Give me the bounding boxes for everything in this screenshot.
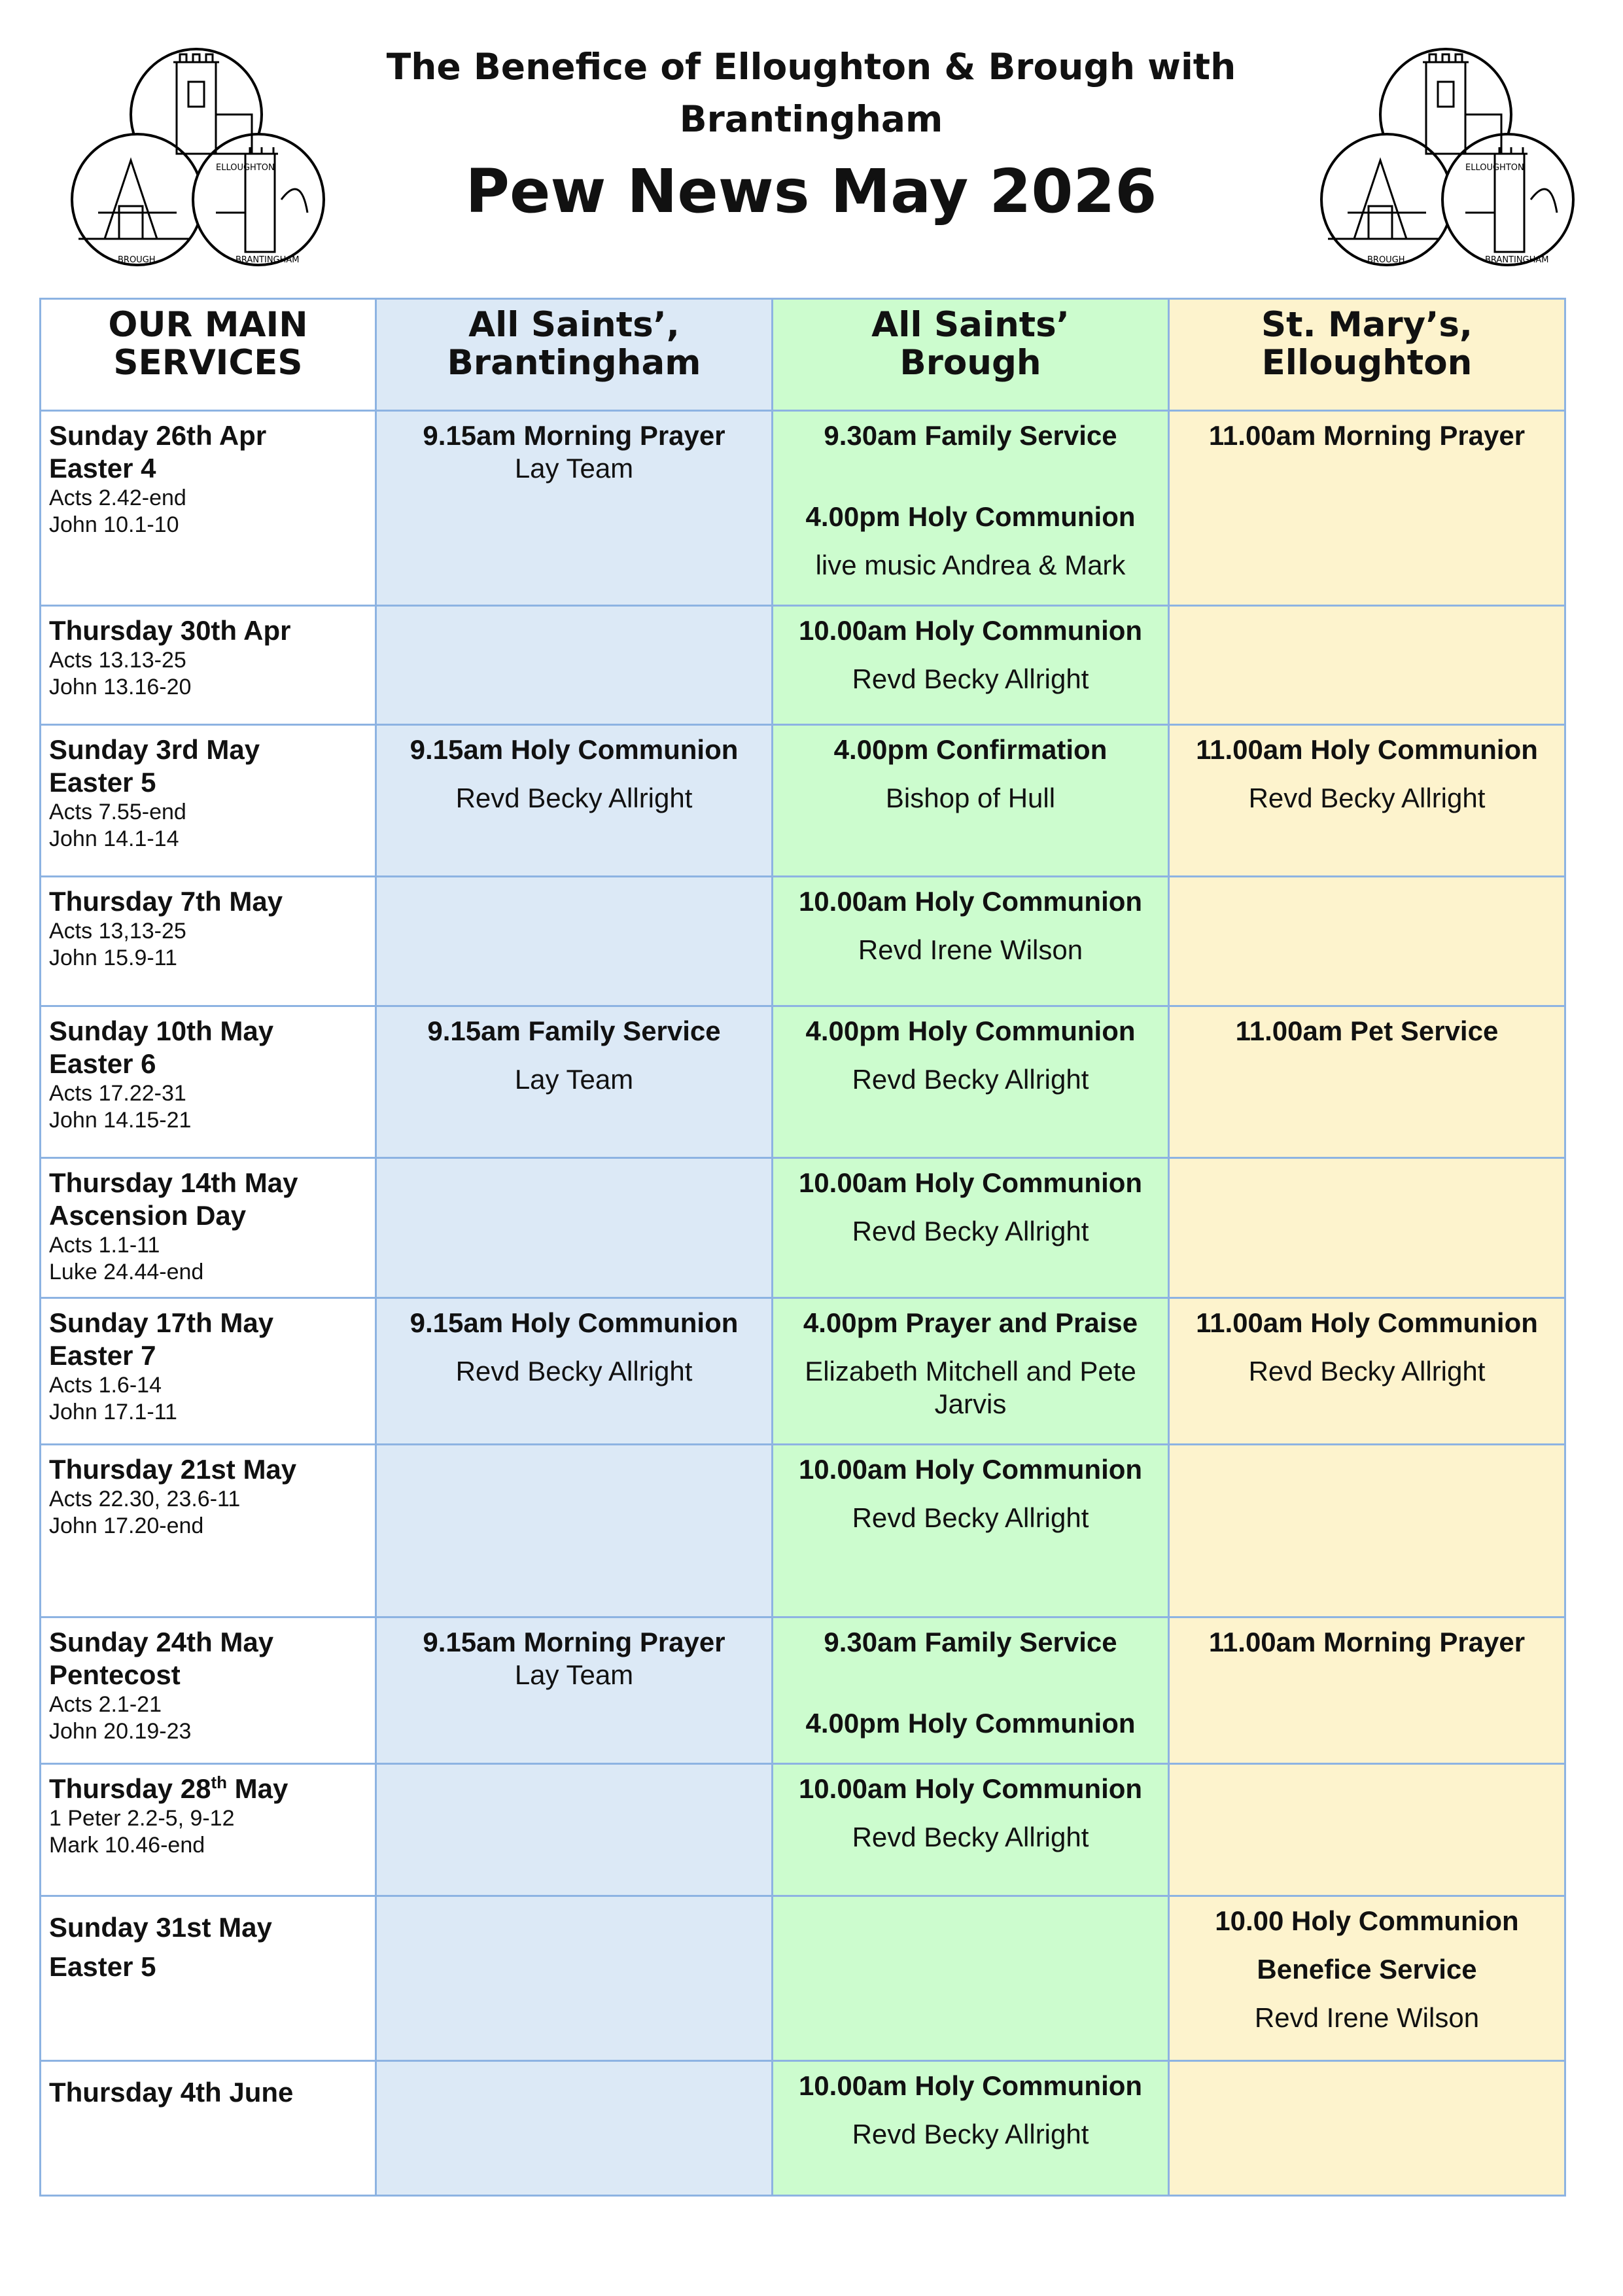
service-leader: Revd Becky Allright (1248, 783, 1486, 813)
col-header-brantingham: All Saints’, Brantingham (376, 299, 773, 411)
logo-label-brantingham: BRANTINGHAM (1485, 255, 1549, 265)
brough-cell (773, 877, 1169, 1006)
elloughton-cell (1169, 606, 1565, 725)
service-time: 10.00am Holy Communion (798, 1454, 1143, 1485)
reading: Luke 24.44-end (49, 1260, 204, 1284)
reading: John 14.1-14 (49, 826, 179, 851)
elloughton-cell (1169, 2061, 1565, 2196)
brantingham-cell (376, 1298, 773, 1445)
reading: Acts 13.13-25 (49, 648, 186, 673)
service-leader: Lay Team (514, 1064, 634, 1095)
service-leader: Lay Team (514, 1659, 634, 1690)
brantingham-cell (376, 725, 773, 877)
table-row (41, 1158, 1565, 1298)
reading: Acts 1.6-14 (49, 1373, 162, 1398)
reading: 1 Peter 2.2-5, 9-12 (49, 1806, 235, 1831)
service-occasion: Easter 4 (49, 453, 156, 484)
service-leader: Revd Irene Wilson (858, 934, 1083, 965)
brough-cell (773, 1158, 1169, 1298)
elloughton-cell (1169, 725, 1565, 877)
reading: Acts 22.30, 23.6-11 (49, 1487, 241, 1511)
elloughton-cell (1169, 1764, 1565, 1896)
brantingham-cell (376, 877, 773, 1006)
reading: John 13.16-20 (49, 675, 192, 699)
reading: John 10.1-10 (49, 512, 179, 537)
service-occasion: Easter 7 (49, 1340, 156, 1371)
service-day: Thursday 7th May (49, 886, 283, 917)
service-day: Thursday 28th May (49, 1773, 288, 1804)
brough-cell (773, 606, 1169, 725)
service-day: Sunday 31st May (49, 1912, 272, 1943)
service-occasion: Ascension Day (49, 1200, 247, 1231)
table-row (41, 1764, 1565, 1896)
reading: Acts 7.55-end (49, 800, 186, 824)
brough-cell (773, 2061, 1169, 2196)
brantingham-cell (376, 1896, 773, 2061)
benefice-title-line1: The Benefice of Elloughton & Brough with (386, 46, 1236, 88)
service-leader: Revd Irene Wilson (1254, 2002, 1480, 2033)
date-cell (41, 1617, 376, 1764)
church-logo-right (1315, 43, 1577, 272)
logo-label-elloughton: ELLOUGHTON (216, 163, 275, 173)
newsletter-title: Pew News May 2026 (465, 156, 1157, 226)
date-cell (41, 2061, 376, 2196)
logo-label-brantingham: BRANTINGHAM (236, 255, 300, 265)
service-subtitle: Benefice Service (1257, 1954, 1477, 1985)
elloughton-cell (1169, 1298, 1565, 1445)
service-leader: Revd Becky Allright (852, 663, 1089, 694)
service-day: Sunday 17th May (49, 1307, 274, 1338)
service-time: 11.00am Holy Communion (1196, 734, 1538, 765)
reading: John 20.19-23 (49, 1719, 192, 1744)
elloughton-cell (1169, 1617, 1565, 1764)
brough-cell (773, 1617, 1169, 1764)
table-row (41, 411, 1565, 606)
table-row (41, 877, 1565, 1006)
service-time: 10.00am Holy Communion (798, 615, 1143, 646)
service-time: 4.00pm Holy Communion (805, 1016, 1136, 1046)
brantingham-cell (376, 1764, 773, 1896)
service-leader: Bishop of Hull (885, 783, 1056, 813)
service-leader: Revd Becky Allright (852, 1822, 1089, 1852)
logo-label-brough: BROUGH (1367, 255, 1405, 265)
brough-cell (773, 1006, 1169, 1158)
reading: Acts 17.22-31 (49, 1081, 186, 1106)
table-row (41, 1617, 1565, 1764)
brantingham-cell (376, 411, 773, 606)
service-leader: Revd Becky Allright (1248, 1356, 1486, 1386)
service-day: Thursday 4th June (49, 2077, 294, 2108)
brantingham-cell (376, 1445, 773, 1617)
service-day: Sunday 26th Apr (49, 420, 267, 451)
service-time: 4.00pm Confirmation (833, 734, 1108, 765)
service-leader: Revd Becky Allright (455, 783, 693, 813)
reading: Acts 13,13-25 (49, 919, 186, 944)
reading: John 14.15-21 (49, 1108, 192, 1133)
brough-cell (773, 1896, 1169, 2061)
service-time: 4.00pm Holy Communion (805, 501, 1136, 532)
date-cell (41, 1006, 376, 1158)
service-leader: Lay Team (514, 453, 634, 484)
service-time: 11.00am Pet Service (1235, 1016, 1499, 1046)
benefice-title (366, 41, 1256, 145)
reading: Acts 2.42-end (49, 486, 186, 510)
brough-cell (773, 1445, 1169, 1617)
service-note: live music Andrea & Mark (815, 550, 1126, 580)
service-leader: Revd Becky Allright (455, 1356, 693, 1386)
service-day: Thursday 30th Apr (49, 615, 291, 646)
service-time: 11.00am Morning Prayer (1208, 420, 1526, 451)
reading: John 17.20-end (49, 1513, 204, 1538)
table-row (41, 606, 1565, 725)
brough-cell (773, 1298, 1169, 1445)
reading: John 17.1-11 (49, 1400, 177, 1424)
service-occasion: Easter 5 (49, 767, 156, 798)
service-time: 9.15am Family Service (427, 1016, 721, 1046)
service-day: Sunday 3rd May (49, 734, 260, 765)
date-cell (41, 1896, 376, 2061)
service-occasion: Pentecost (49, 1659, 181, 1690)
table-row (41, 1445, 1565, 1617)
service-time: 9.30am Family Service (824, 420, 1117, 451)
elloughton-cell (1169, 1445, 1565, 1617)
service-time: 4.00pm Holy Communion (805, 1708, 1136, 1739)
service-day: Thursday 21st May (49, 1454, 297, 1485)
service-leader: Revd Becky Allright (852, 2119, 1089, 2149)
elloughton-cell (1169, 1006, 1565, 1158)
elloughton-cell (1169, 1896, 1565, 2061)
service-time: 11.00am Holy Communion (1196, 1307, 1538, 1338)
brough-cell (773, 411, 1169, 606)
service-occasion: Easter 6 (49, 1048, 156, 1079)
benefice-title-line2: Brantingham (679, 98, 943, 140)
service-time: 9.15am Holy Communion (410, 734, 739, 765)
elloughton-cell (1169, 411, 1565, 606)
table-row (41, 725, 1565, 877)
service-time: 11.00am Morning Prayer (1208, 1627, 1526, 1657)
brantingham-cell (376, 2061, 773, 2196)
reading: Acts 1.1-11 (49, 1233, 160, 1258)
logo-label-brough: BROUGH (118, 255, 156, 265)
service-time: 9.15am Morning Prayer (423, 420, 725, 451)
table-row (41, 1896, 1565, 2061)
date-cell (41, 1158, 376, 1298)
elloughton-cell (1169, 1158, 1565, 1298)
reading: John 15.9-11 (49, 945, 177, 970)
brantingham-cell (376, 1006, 773, 1158)
brantingham-cell (376, 606, 773, 725)
table-header-row (41, 299, 1565, 411)
date-cell (41, 606, 376, 725)
page-header (0, 0, 1623, 288)
service-leader: Revd Becky Allright (852, 1216, 1089, 1246)
col-header-elloughton: St. Mary’s, Elloughton (1169, 299, 1565, 411)
logo-label-elloughton: ELLOUGHTON (1465, 163, 1524, 173)
brough-cell (773, 725, 1169, 877)
service-time: 10.00am Holy Communion (798, 886, 1143, 917)
date-cell (41, 1298, 376, 1445)
service-time: 4.00pm Prayer and Praise (803, 1307, 1138, 1338)
table-row (41, 1298, 1565, 1445)
date-cell (41, 877, 376, 1006)
service-time: 10.00am Holy Communion (798, 1773, 1143, 1804)
service-time: 9.15am Holy Communion (410, 1307, 739, 1338)
elloughton-cell (1169, 877, 1565, 1006)
date-cell (41, 411, 376, 606)
col-header-brough: All Saints’ Brough (773, 299, 1169, 411)
date-cell (41, 725, 376, 877)
service-leader: Elizabeth Mitchell and Pete Jarvis (805, 1356, 1136, 1419)
service-time: 9.30am Family Service (824, 1627, 1117, 1657)
service-time: 9.15am Morning Prayer (423, 1627, 725, 1657)
brough-cell (773, 1764, 1169, 1896)
service-day: Sunday 10th May (49, 1016, 274, 1046)
reading: Mark 10.46-end (49, 1833, 205, 1858)
service-leader: Revd Becky Allright (852, 1502, 1089, 1533)
services-table (39, 298, 1566, 2197)
service-time: 10.00am Holy Communion (798, 1167, 1143, 1198)
service-occasion: Easter 5 (49, 1951, 156, 1982)
brantingham-cell (376, 1158, 773, 1298)
date-cell (41, 1764, 376, 1896)
table-row (41, 1006, 1565, 1158)
col-header-services: OUR MAIN SERVICES (41, 299, 376, 411)
brantingham-cell (376, 1617, 773, 1764)
service-day: Thursday 14th May (49, 1167, 298, 1198)
church-logo-left (65, 43, 327, 272)
service-time: 10.00 Holy Communion (1215, 1905, 1519, 1936)
date-cell (41, 1445, 376, 1617)
service-time: 10.00am Holy Communion (798, 2070, 1143, 2101)
reading: Acts 2.1-21 (49, 1692, 162, 1717)
service-day: Sunday 24th May (49, 1627, 274, 1657)
table-row (41, 2061, 1565, 2196)
service-leader: Revd Becky Allright (852, 1064, 1089, 1095)
